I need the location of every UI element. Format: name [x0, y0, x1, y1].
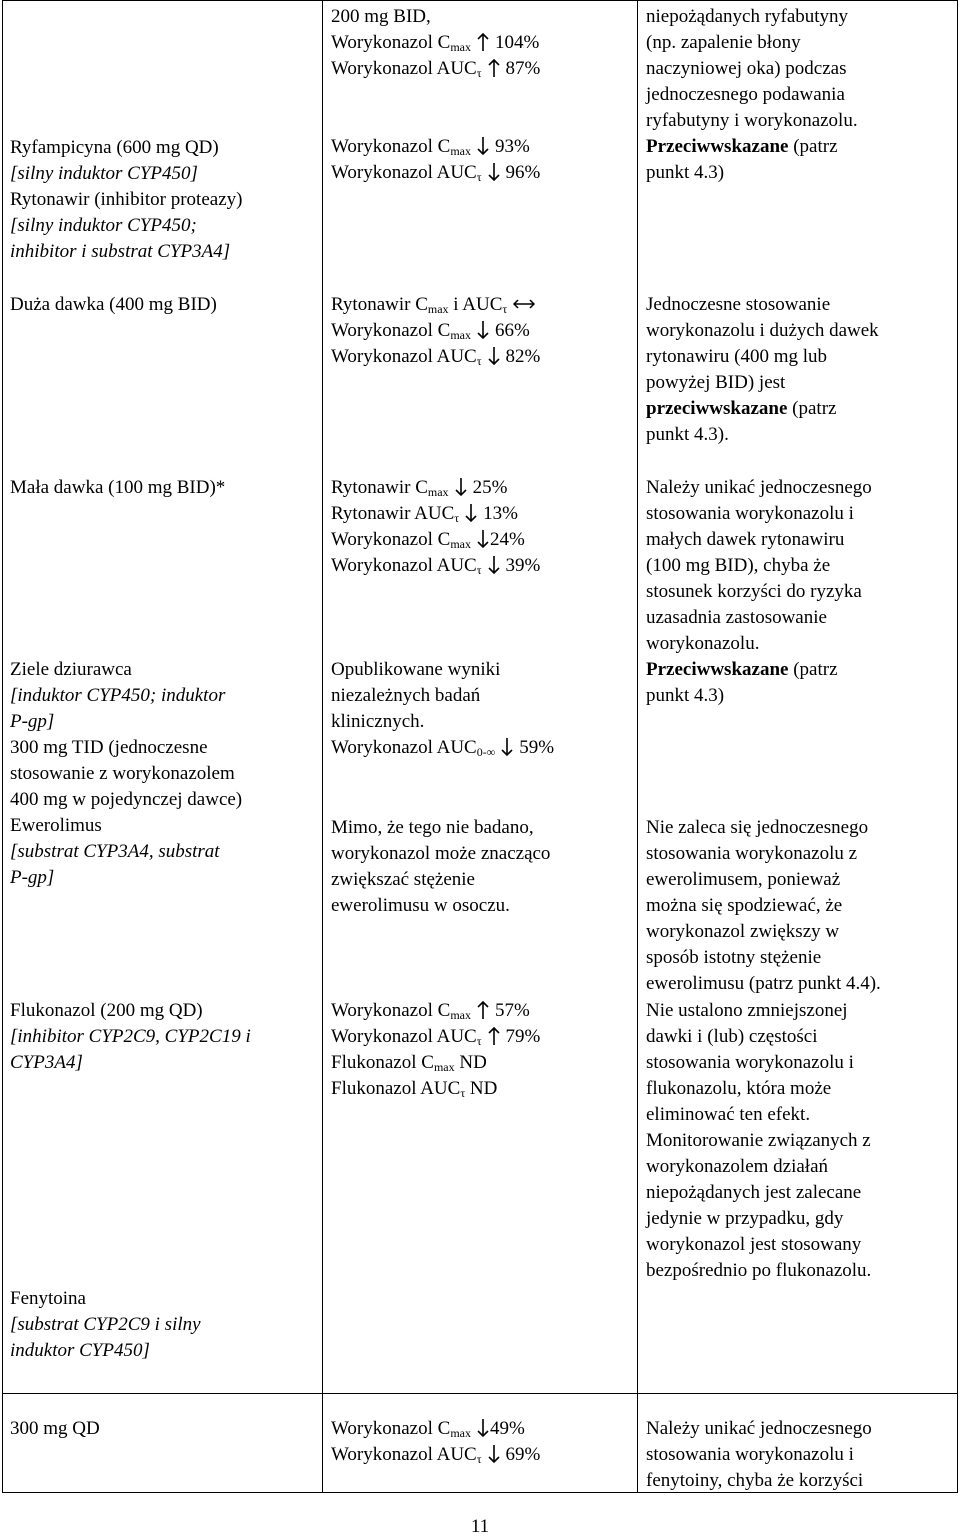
arrow-up-icon — [488, 1026, 500, 1046]
dose-text: 200 mg BID, — [331, 6, 431, 27]
recommendation-line: Przeciwwskazane (patrz — [646, 659, 838, 680]
recommendation-line: worykonazolu. — [646, 633, 760, 654]
dose-text: 300 mg TID (jednoczesne — [10, 737, 208, 758]
recommendation-line: stosunek korzyści do ryzyka — [646, 581, 862, 602]
effect-line: Opublikowane wyniki — [331, 659, 501, 680]
recommendation-line: dawki i (lub) częstości — [646, 1026, 818, 1047]
dose-label: Mała dawka (100 mg BID)* — [10, 477, 226, 498]
table-cell-recommendation — [646, 1416, 946, 1494]
effect-line: niezależnych badań — [331, 685, 481, 706]
recommendation-line: stosowania worykonazolu i — [646, 1444, 854, 1465]
table-cell-recommendation — [646, 4, 946, 186]
drug-class: induktor CYP450] — [10, 1340, 150, 1361]
drug-class: [induktor CYP450; induktor — [10, 685, 226, 706]
table-cell-drug — [10, 292, 310, 318]
dose-label: Duża dawka (400 mg BID) — [10, 294, 217, 315]
effect-line: Worykonazol $AUC_\tau$ 87% — [331, 58, 541, 80]
recommendation-line: worykonazol zwiększy w — [646, 921, 840, 942]
recommendation-line: Nie zaleca się jednoczesnego — [646, 817, 869, 838]
drug-name: Ryfampicyna (600 mg QD) — [10, 137, 219, 158]
arrow-down-icon — [488, 162, 500, 182]
arrow-down-icon — [488, 555, 500, 575]
effect-line: Worykonazol $C_{max}$ 104% — [331, 32, 540, 54]
arrow-up-icon — [488, 58, 500, 78]
table-cell-effect — [331, 1416, 631, 1468]
table-cell-effect — [331, 475, 631, 579]
drug-class: P-gp] — [10, 867, 55, 888]
drug-name: Ziele dziurawca — [10, 659, 132, 680]
recommendation-line: worykonazolem działań — [646, 1156, 829, 1177]
effect-line: Worykonazol $C_{max}$ 49% — [331, 1418, 525, 1440]
arrow-up-icon — [477, 32, 489, 52]
recommendation-line: rytonawiru (400 mg lub — [646, 346, 828, 367]
recommendation-line: punkt 4.3) — [646, 162, 725, 183]
table-cell-effect — [331, 998, 631, 1102]
arrow-left-right-icon — [513, 294, 535, 314]
effect-line: ewerolimusu w osoczu. — [331, 895, 510, 916]
table-cell-drug — [10, 657, 310, 891]
table-cell-drug — [10, 475, 310, 501]
recommendation-line: naczyniowej oka) podczas — [646, 58, 847, 79]
effect-line: Worykonazol $AUC_\tau$ 69% — [331, 1444, 541, 1466]
drug-class: [inhibitor CYP2C9, CYP2C19 i — [10, 1026, 251, 1047]
effect-line: Worykonazol $AUC_{0-\infty}$ 59% — [331, 737, 555, 759]
effect-line: Flukonazol $C_{max}$ ND — [331, 1052, 487, 1074]
table-cell-drug — [10, 998, 310, 1076]
recommendation-line: worykonazolu i dużych dawek — [646, 320, 879, 341]
drug-class: P-gp] — [10, 711, 55, 732]
recommendation-line: stosowania worykonazolu i — [646, 503, 854, 524]
drug-name: Ewerolimus — [10, 815, 102, 836]
contraindicated-label: Przeciwwskazane — [646, 659, 789, 680]
table-cell-drug — [10, 1286, 310, 1364]
contraindicated-label: przeciwwskazane — [646, 398, 788, 419]
effect-line: Mimo, że tego nie badano, — [331, 817, 534, 838]
arrow-down-icon — [488, 1444, 500, 1464]
recommendation-line: małych dawek rytonawiru — [646, 529, 845, 550]
recommendation-line: przeciwwskazane (patrz — [646, 398, 837, 419]
column-divider — [322, 1, 323, 1492]
effect-line: Worykonazol $C_{max}$ 93% — [331, 136, 530, 158]
recommendation-line: Przeciwwskazane (patrz — [646, 136, 838, 157]
dose-text: stosowanie z worykonazolem — [10, 763, 235, 784]
effect-line: Worykonazol $C_{max}$ 24% — [331, 529, 525, 551]
recommendation-line: fenytoiny, chyba że korzyści — [646, 1470, 864, 1491]
table-cell-effect — [331, 292, 631, 370]
table-cell-recommendation — [646, 475, 946, 709]
effect-line: klinicznych. — [331, 711, 425, 732]
effect-line: Flukonazol $AUC_\tau$ ND — [331, 1078, 498, 1100]
recommendation-line: (np. zapalenie błony — [646, 32, 801, 53]
recommendation-line: Nie ustalono zmniejszonej — [646, 1000, 848, 1021]
recommendation-line: powyżej BID) jest — [646, 372, 786, 393]
recommendation-line: Należy unikać jednoczesnego — [646, 1418, 872, 1439]
table-cell-drug — [10, 135, 310, 265]
arrow-down-icon — [488, 346, 500, 366]
recommendation-line: jedynie w przypadku, gdy — [646, 1208, 844, 1229]
drug-class: [silny induktor CYP450] — [10, 163, 198, 184]
effect-line: Worykonazol $AUC_\tau$ 82% — [331, 346, 541, 368]
drug-name: Rytonawir (inhibitor proteazy) — [10, 189, 243, 210]
arrow-down-icon — [477, 136, 489, 156]
dose-text: 400 mg w pojedynczej dawce) — [10, 789, 243, 810]
contraindicated-label: Przeciwwskazane — [646, 136, 789, 157]
arrow-down-icon — [465, 503, 477, 523]
effect-line: Worykonazol $C_{max}$ 57% — [331, 1000, 530, 1022]
recommendation-line: bezpośrednio po flukonazolu. — [646, 1260, 872, 1281]
arrow-down-icon — [477, 529, 489, 549]
recommendation-line: Jednoczesne stosowanie — [646, 294, 831, 315]
arrow-down-icon — [455, 477, 467, 497]
arrow-down-icon — [477, 1418, 489, 1438]
recommendation-line: flukonazolu, która może — [646, 1078, 832, 1099]
drug-class: [silny induktor CYP450; — [10, 215, 197, 236]
table-cell-effect — [331, 657, 631, 761]
recommendation-line: (100 mg BID), chyba że — [646, 555, 831, 576]
drug-name: Flukonazol (200 mg QD) — [10, 1000, 203, 1021]
recommendation-line: Monitorowanie związanych z — [646, 1130, 871, 1151]
recommendation-line: ewerolimusem, ponieważ — [646, 869, 841, 890]
column-divider — [637, 1, 638, 1492]
page-number: 11 — [470, 1516, 490, 1537]
recommendation-line: jednoczesnego podawania — [646, 84, 845, 105]
recommendation-line: punkt 4.3). — [646, 424, 729, 445]
effect-line: Worykonazol $AUC_\tau$ 79% — [331, 1026, 541, 1048]
arrow-down-icon — [477, 320, 489, 340]
recommendation-line: stosowania worykonazolu z — [646, 843, 858, 864]
dose-label: 300 mg QD — [10, 1418, 100, 1439]
effect-line: Worykonazol $C_{max}$ 66% — [331, 320, 530, 342]
drug-class: CYP3A4] — [10, 1052, 83, 1073]
recommendation-line: punkt 4.3) — [646, 685, 725, 706]
recommendation-line: worykonazol jest stosowany — [646, 1234, 862, 1255]
effect-line: zwiększać stężenie — [331, 869, 475, 890]
recommendation-line: ewerolimusu (patrz punkt 4.4). — [646, 973, 881, 994]
effect-line: Worykonazol $AUC_\tau$ 39% — [331, 555, 541, 577]
recommendation-line: niepożądanych ryfabutyny — [646, 6, 849, 27]
effect-line: Rytonawir $C_{max}$ i $AUC_\tau$ — [331, 292, 631, 318]
recommendation-line: Należy unikać jednoczesnego — [646, 477, 872, 498]
arrow-up-icon — [477, 1000, 489, 1020]
table-cell-recommendation — [646, 998, 946, 1284]
row-divider — [3, 1393, 957, 1394]
drug-name: Fenytoina — [10, 1288, 86, 1309]
recommendation-line: eliminować ten efekt. — [646, 1104, 811, 1125]
drug-class: [substrat CYP3A4, substrat — [10, 841, 220, 862]
effect-line: Rytonawir $AUC_\tau$ 13% — [331, 503, 518, 525]
drug-class: inhibitor i substrat CYP3A4] — [10, 241, 231, 262]
recommendation-line: stosowania worykonazolu i — [646, 1052, 854, 1073]
effect-line: Rytonawir $C_{max}$ 25% — [331, 477, 508, 499]
drug-class: [substrat CYP2C9 i silny — [10, 1314, 201, 1335]
table-cell-effect — [331, 815, 631, 919]
recommendation-line: niepożądanych jest zalecane — [646, 1182, 862, 1203]
table-cell-effect — [331, 134, 631, 186]
recommendation-line: sposób istotny stężenie — [646, 947, 822, 968]
table-cell-recommendation — [646, 815, 946, 997]
recommendation-line: uzasadnia zastosowanie — [646, 607, 827, 628]
recommendation-line: można się spodziewać, że — [646, 895, 843, 916]
effect-line: Worykonazol $AUC_\tau$ 96% — [331, 162, 541, 184]
table-cell-effect — [331, 4, 631, 82]
table-cell-recommendation — [646, 292, 946, 448]
recommendation-line: ryfabutyny i worykonazolu. — [646, 110, 858, 131]
effect-line: worykonazol może znacząco — [331, 843, 551, 864]
arrow-down-icon — [501, 737, 513, 757]
table-cell-drug — [10, 1416, 310, 1442]
